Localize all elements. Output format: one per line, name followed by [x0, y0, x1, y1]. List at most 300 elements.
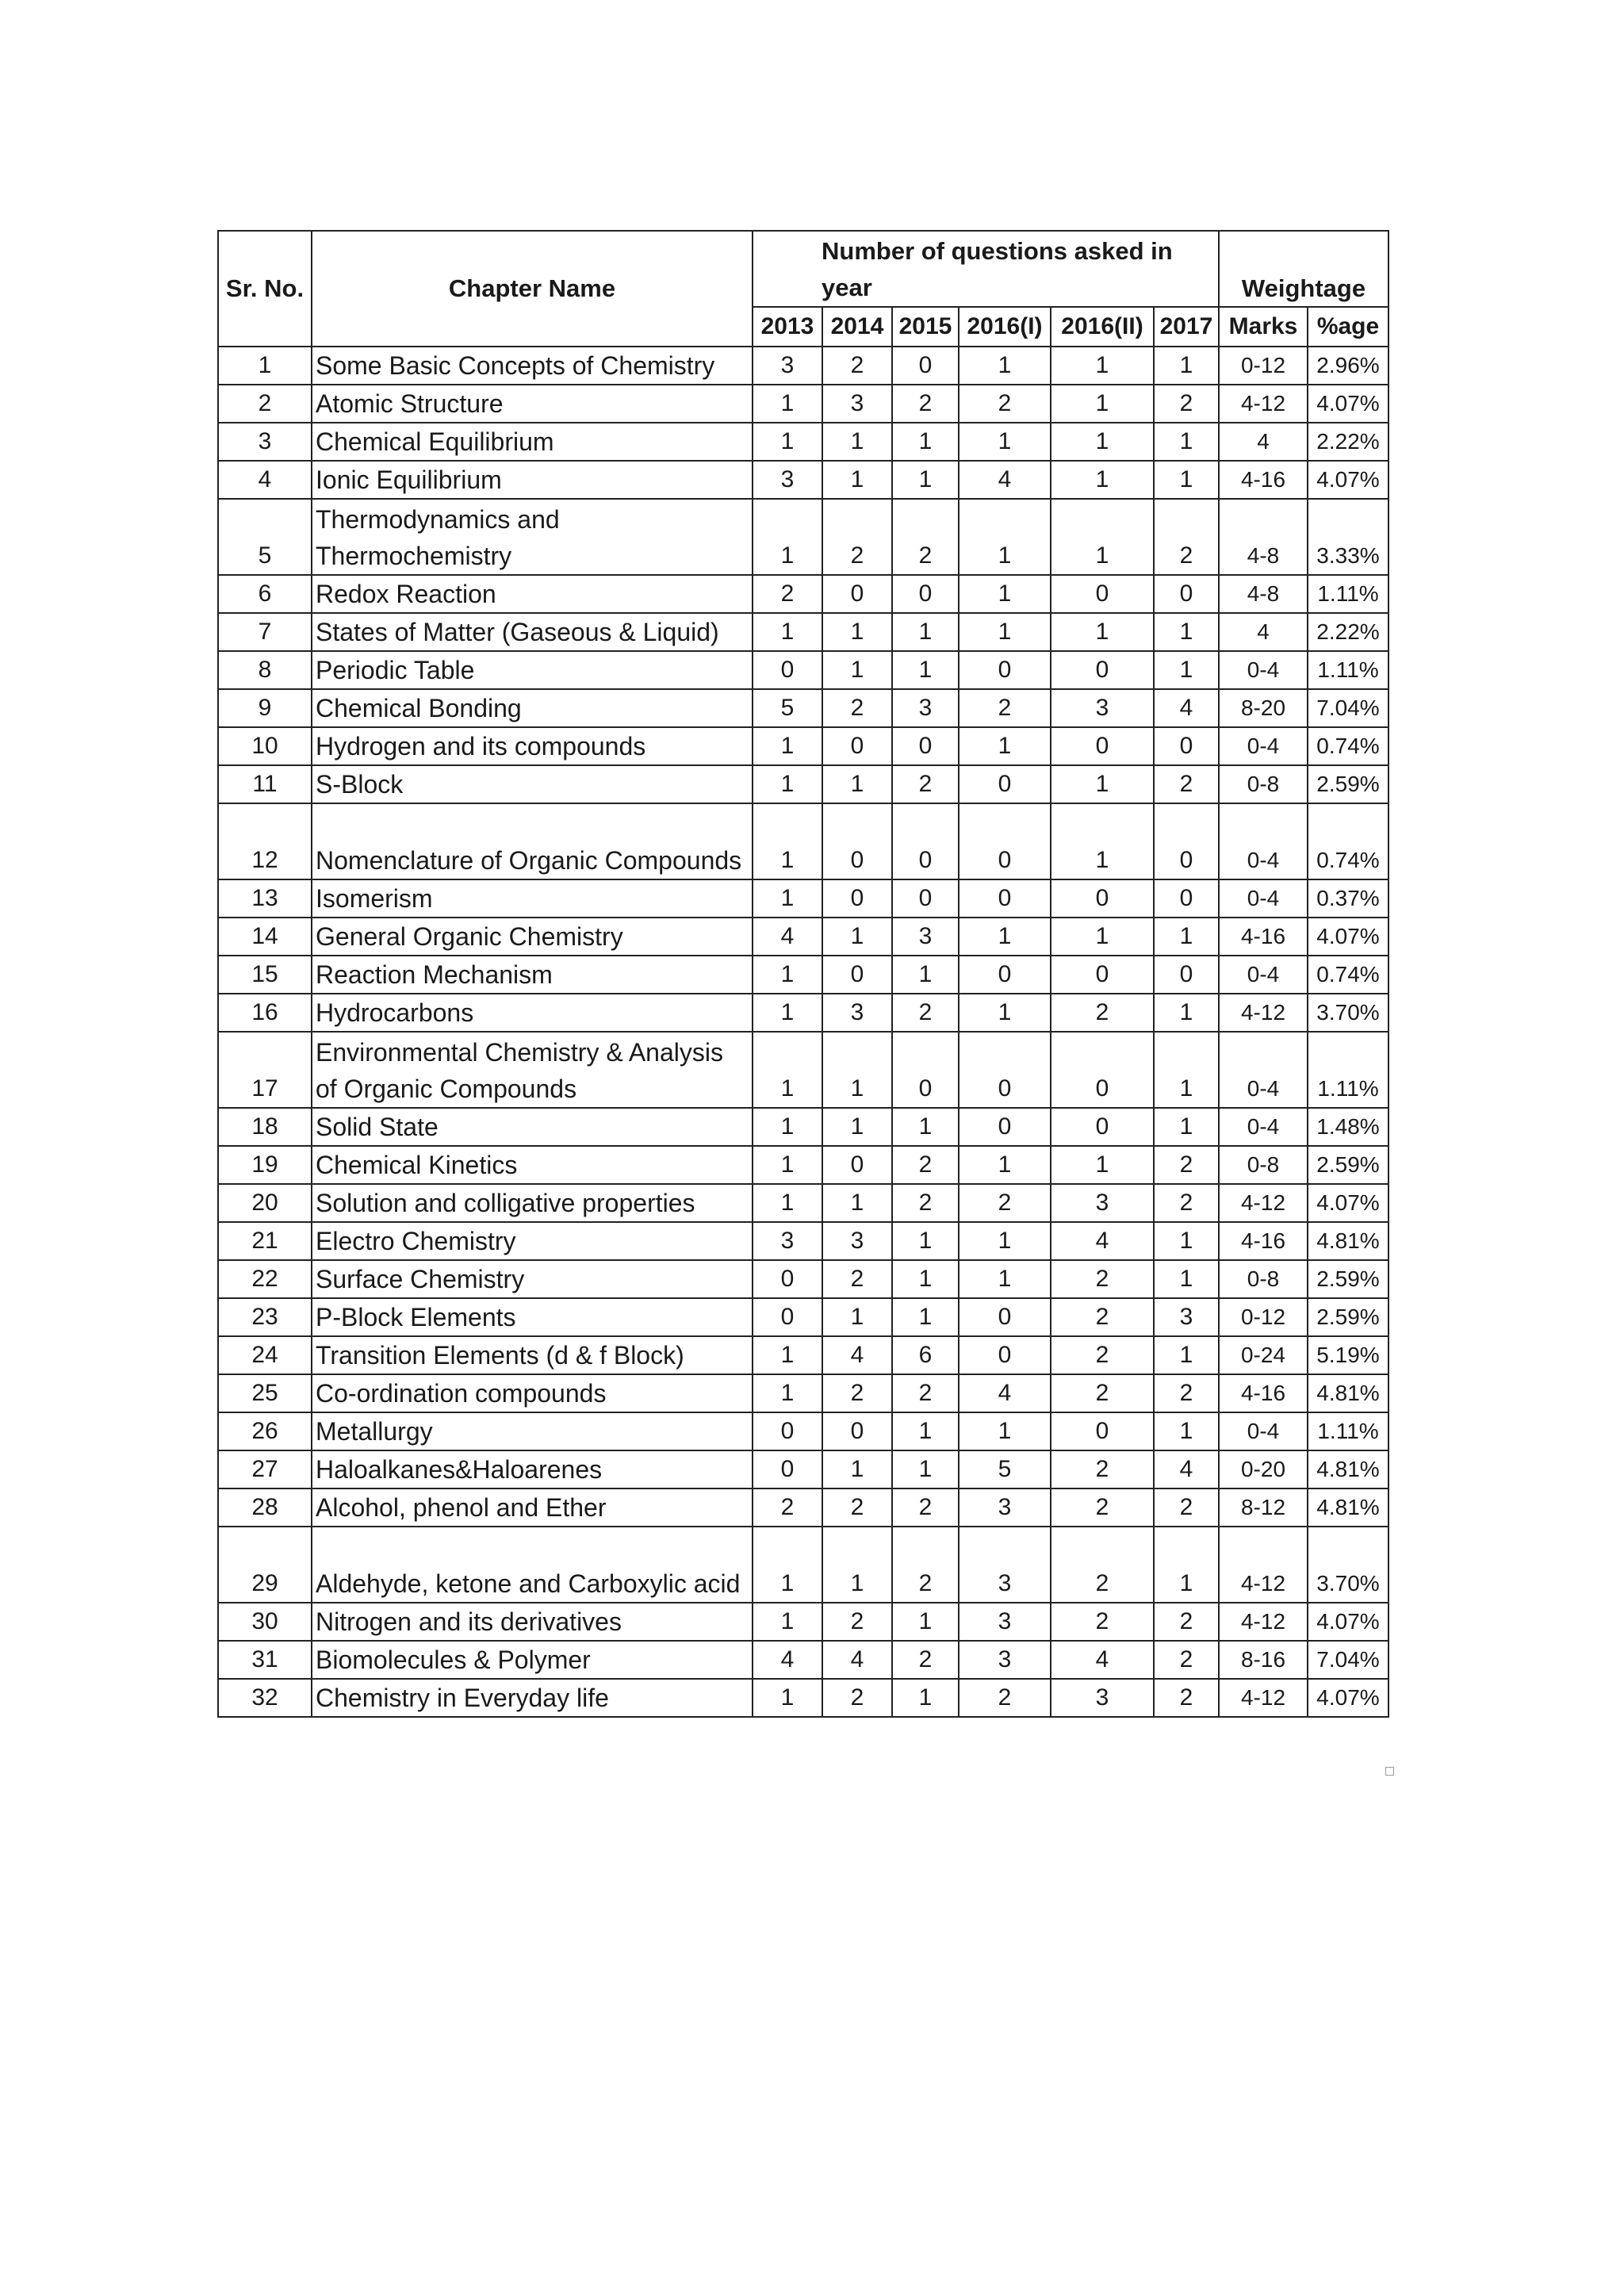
- question-count-cell: 1: [892, 956, 959, 994]
- percentage-cell: 2.59%: [1308, 765, 1388, 803]
- question-count-cell: 1: [1154, 1260, 1219, 1298]
- chapter-weightage-table: [217, 230, 1389, 1718]
- question-count-cell: 0: [1051, 1032, 1154, 1108]
- marks-cell: 4-16: [1219, 461, 1308, 499]
- marks-cell: 4-12: [1219, 1527, 1308, 1603]
- question-count-cell: 2: [1154, 1146, 1219, 1184]
- question-count-cell: 2: [822, 1260, 892, 1298]
- sr-no-cell: 20: [218, 1184, 312, 1222]
- chapter-name-cell: Reaction Mechanism: [312, 956, 753, 994]
- header-weightage-group: Weightage: [1219, 231, 1388, 307]
- chapter-name-cell: Atomic Structure: [312, 385, 753, 423]
- question-count-cell: 2: [1051, 1260, 1154, 1298]
- table-row: [218, 956, 1388, 994]
- chapter-name-cell: Environmental Chemistry & Analysis of Organic Compounds: [312, 1032, 753, 1108]
- sr-no-cell: 28: [218, 1488, 312, 1527]
- percentage-cell: 0.74%: [1308, 956, 1388, 994]
- percentage-cell: 1.11%: [1308, 651, 1388, 689]
- sr-no-cell: 31: [218, 1641, 312, 1679]
- table-row: [218, 994, 1388, 1032]
- question-count-cell: 1: [753, 1336, 822, 1374]
- table-row: [218, 423, 1388, 461]
- table-row: [218, 1260, 1388, 1298]
- chapter-name-cell: Chemical Kinetics: [312, 1146, 753, 1184]
- question-count-cell: 1: [892, 1450, 959, 1488]
- question-count-cell: 1: [959, 575, 1051, 613]
- question-count-cell: 3: [753, 347, 822, 385]
- marks-cell: 4-12: [1219, 1679, 1308, 1717]
- question-count-cell: 0: [892, 575, 959, 613]
- question-count-cell: 0: [959, 1336, 1051, 1374]
- question-count-cell: 0: [1051, 1412, 1154, 1450]
- chapter-name-cell: Solid State: [312, 1108, 753, 1146]
- percentage-cell: 4.81%: [1308, 1450, 1388, 1488]
- sr-no-cell: 6: [218, 575, 312, 613]
- question-count-cell: 1: [959, 1412, 1051, 1450]
- question-count-cell: 1: [1154, 651, 1219, 689]
- question-count-cell: 2: [1154, 1679, 1219, 1717]
- percentage-cell: 4.07%: [1308, 1679, 1388, 1717]
- question-count-cell: 2: [892, 1488, 959, 1527]
- header-year-2015: 2015: [892, 307, 959, 347]
- question-count-cell: 1: [1051, 347, 1154, 385]
- question-count-cell: 1: [892, 1679, 959, 1717]
- header-year-2013: 2013: [753, 307, 822, 347]
- question-count-cell: 2: [892, 1184, 959, 1222]
- percentage-cell: 2.59%: [1308, 1260, 1388, 1298]
- percentage-cell: 2.22%: [1308, 423, 1388, 461]
- chapter-name-cell: Alcohol, phenol and Ether: [312, 1488, 753, 1527]
- header-sr-no: Sr. No.: [218, 231, 312, 347]
- question-count-cell: 0: [822, 575, 892, 613]
- sr-no-cell: 5: [218, 499, 312, 575]
- question-count-cell: 3: [822, 994, 892, 1032]
- question-count-cell: 1: [753, 423, 822, 461]
- question-count-cell: 3: [1051, 1679, 1154, 1717]
- question-count-cell: 1: [753, 1603, 822, 1641]
- question-count-cell: 3: [1051, 689, 1154, 727]
- percentage-cell: 1.48%: [1308, 1108, 1388, 1146]
- chapter-name-cell: Chemical Bonding: [312, 689, 753, 727]
- chapter-name-cell: Nitrogen and its derivatives: [312, 1603, 753, 1641]
- question-count-cell: 0: [1051, 727, 1154, 765]
- question-count-cell: 0: [822, 727, 892, 765]
- question-count-cell: 1: [959, 347, 1051, 385]
- chapter-name-cell: Surface Chemistry: [312, 1260, 753, 1298]
- sr-no-cell: 4: [218, 461, 312, 499]
- question-count-cell: 1: [959, 1260, 1051, 1298]
- question-count-cell: 2: [959, 689, 1051, 727]
- question-count-cell: 0: [753, 1412, 822, 1450]
- question-count-cell: 0: [892, 879, 959, 918]
- question-count-cell: 0: [1154, 956, 1219, 994]
- marks-cell: 0-4: [1219, 1108, 1308, 1146]
- question-count-cell: 1: [1051, 613, 1154, 651]
- question-count-cell: 2: [959, 1679, 1051, 1717]
- question-count-cell: 0: [892, 347, 959, 385]
- chapter-name-cell: Aldehyde, ketone and Carboxylic acid: [312, 1527, 753, 1603]
- question-count-cell: 2: [1154, 1603, 1219, 1641]
- question-count-cell: 0: [1051, 879, 1154, 918]
- sr-no-cell: 19: [218, 1146, 312, 1184]
- question-count-cell: 6: [892, 1336, 959, 1374]
- sr-no-cell: 16: [218, 994, 312, 1032]
- question-count-cell: 1: [892, 423, 959, 461]
- marks-cell: 0-4: [1219, 1032, 1308, 1108]
- question-count-cell: 1: [1154, 918, 1219, 956]
- question-count-cell: 4: [959, 461, 1051, 499]
- question-count-cell: 5: [959, 1450, 1051, 1488]
- percentage-cell: 2.96%: [1308, 347, 1388, 385]
- marks-cell: 4-12: [1219, 1603, 1308, 1641]
- question-count-cell: 2: [1051, 1527, 1154, 1603]
- question-count-cell: 2: [1154, 1374, 1219, 1412]
- question-count-cell: 0: [959, 879, 1051, 918]
- marks-cell: 8-16: [1219, 1641, 1308, 1679]
- question-count-cell: 1: [1051, 918, 1154, 956]
- question-count-cell: 1: [959, 1146, 1051, 1184]
- chapter-name-cell: Co-ordination compounds: [312, 1374, 753, 1412]
- question-count-cell: 1: [753, 1146, 822, 1184]
- question-count-cell: 4: [753, 918, 822, 956]
- table-header: [218, 231, 1388, 347]
- question-count-cell: 4: [753, 1641, 822, 1679]
- marks-cell: 0-8: [1219, 1146, 1308, 1184]
- question-count-cell: 3: [753, 461, 822, 499]
- chapter-name-cell: Periodic Table: [312, 651, 753, 689]
- sr-no-cell: 27: [218, 1450, 312, 1488]
- percentage-cell: 4.81%: [1308, 1374, 1388, 1412]
- table-row: [218, 1184, 1388, 1222]
- question-count-cell: 2: [822, 499, 892, 575]
- question-count-cell: 2: [892, 765, 959, 803]
- percentage-cell: 4.07%: [1308, 385, 1388, 423]
- question-count-cell: 1: [753, 1184, 822, 1222]
- table-row: [218, 1032, 1388, 1108]
- question-count-cell: 1: [892, 461, 959, 499]
- question-count-cell: 0: [892, 803, 959, 879]
- question-count-cell: 1: [959, 423, 1051, 461]
- table-row: [218, 385, 1388, 423]
- question-count-cell: 1: [822, 651, 892, 689]
- question-count-cell: 1: [753, 1679, 822, 1717]
- marks-cell: 4-16: [1219, 1374, 1308, 1412]
- question-count-cell: 0: [822, 879, 892, 918]
- table-row: [218, 1298, 1388, 1336]
- marks-cell: 0-4: [1219, 1412, 1308, 1450]
- percentage-cell: 0.74%: [1308, 803, 1388, 879]
- percentage-cell: 7.04%: [1308, 1641, 1388, 1679]
- percentage-cell: 3.33%: [1308, 499, 1388, 575]
- question-count-cell: 2: [822, 1374, 892, 1412]
- sr-no-cell: 15: [218, 956, 312, 994]
- chapter-name-cell: Thermodynamics and Thermochemistry: [312, 499, 753, 575]
- marks-cell: 4-12: [1219, 385, 1308, 423]
- question-count-cell: 1: [1154, 347, 1219, 385]
- percentage-cell: 0.74%: [1308, 727, 1388, 765]
- question-count-cell: 2: [892, 1374, 959, 1412]
- chapter-name-cell: Haloalkanes&Haloarenes: [312, 1450, 753, 1488]
- sr-no-cell: 17: [218, 1032, 312, 1108]
- table-row: [218, 1488, 1388, 1527]
- question-count-cell: 3: [753, 1222, 822, 1260]
- marks-cell: 0-12: [1219, 1298, 1308, 1336]
- table-row: [218, 1527, 1388, 1603]
- question-count-cell: 1: [822, 918, 892, 956]
- question-count-cell: 4: [1154, 689, 1219, 727]
- question-count-cell: 3: [822, 385, 892, 423]
- marks-cell: 0-4: [1219, 879, 1308, 918]
- question-count-cell: 1: [1154, 994, 1219, 1032]
- marks-cell: 0-8: [1219, 765, 1308, 803]
- marks-cell: 0-20: [1219, 1450, 1308, 1488]
- percentage-cell: 3.70%: [1308, 1527, 1388, 1603]
- question-count-cell: 2: [1051, 1336, 1154, 1374]
- question-count-cell: 2: [822, 1679, 892, 1717]
- chapter-name-cell: Ionic Equilibrium: [312, 461, 753, 499]
- header-marks: Marks: [1219, 307, 1308, 347]
- chapter-name-cell: Some Basic Concepts of Chemistry: [312, 347, 753, 385]
- sr-no-cell: 24: [218, 1336, 312, 1374]
- question-count-cell: 0: [1051, 956, 1154, 994]
- question-count-cell: 4: [1051, 1222, 1154, 1260]
- question-count-cell: 1: [959, 918, 1051, 956]
- sr-no-cell: 13: [218, 879, 312, 918]
- marks-cell: 0-12: [1219, 347, 1308, 385]
- percentage-cell: 4.07%: [1308, 1184, 1388, 1222]
- question-count-cell: 3: [959, 1527, 1051, 1603]
- question-count-cell: 2: [959, 385, 1051, 423]
- question-count-cell: 0: [959, 651, 1051, 689]
- table-row: [218, 1222, 1388, 1260]
- question-count-cell: 3: [959, 1603, 1051, 1641]
- marks-cell: 4-8: [1219, 499, 1308, 575]
- question-count-cell: 0: [959, 1032, 1051, 1108]
- question-count-cell: 2: [1154, 765, 1219, 803]
- question-count-cell: 0: [1051, 1108, 1154, 1146]
- question-count-cell: 1: [1051, 461, 1154, 499]
- sr-no-cell: 14: [218, 918, 312, 956]
- question-count-cell: 4: [1154, 1450, 1219, 1488]
- question-count-cell: 1: [753, 499, 822, 575]
- header-percentage: %age: [1308, 307, 1388, 347]
- chapter-name-cell: Solution and colligative properties: [312, 1184, 753, 1222]
- question-count-cell: 1: [822, 1527, 892, 1603]
- question-count-cell: 0: [1051, 651, 1154, 689]
- question-count-cell: 0: [959, 803, 1051, 879]
- question-count-cell: 1: [1154, 1336, 1219, 1374]
- sr-no-cell: 3: [218, 423, 312, 461]
- sr-no-cell: 29: [218, 1527, 312, 1603]
- sr-no-cell: 18: [218, 1108, 312, 1146]
- resize-handle: [1385, 1767, 1394, 1776]
- percentage-cell: 5.19%: [1308, 1336, 1388, 1374]
- table-row: [218, 499, 1388, 575]
- question-count-cell: 3: [822, 1222, 892, 1260]
- marks-cell: 4-16: [1219, 918, 1308, 956]
- chapter-name-cell: S-Block: [312, 765, 753, 803]
- marks-cell: 0-4: [1219, 803, 1308, 879]
- chapter-name-cell: Isomerism: [312, 879, 753, 918]
- question-count-cell: 0: [753, 1450, 822, 1488]
- question-count-cell: 1: [892, 1298, 959, 1336]
- sr-no-cell: 7: [218, 613, 312, 651]
- question-count-cell: 1: [753, 879, 822, 918]
- question-count-cell: 2: [892, 1641, 959, 1679]
- question-count-cell: 1: [1154, 1527, 1219, 1603]
- sr-no-cell: 11: [218, 765, 312, 803]
- question-count-cell: 1: [1154, 1032, 1219, 1108]
- question-count-cell: 0: [892, 727, 959, 765]
- question-count-cell: 1: [892, 1603, 959, 1641]
- percentage-cell: 0.37%: [1308, 879, 1388, 918]
- table-row: [218, 651, 1388, 689]
- question-count-cell: 1: [1051, 499, 1154, 575]
- question-count-cell: 2: [753, 575, 822, 613]
- chapter-name-cell: Biomolecules & Polymer: [312, 1641, 753, 1679]
- question-count-cell: 0: [822, 1146, 892, 1184]
- question-count-cell: 1: [753, 1374, 822, 1412]
- table-body: [218, 347, 1388, 1717]
- question-count-cell: 2: [1051, 1374, 1154, 1412]
- question-count-cell: 3: [1051, 1184, 1154, 1222]
- question-count-cell: 1: [753, 994, 822, 1032]
- sr-no-cell: 21: [218, 1222, 312, 1260]
- table-row: [218, 803, 1388, 879]
- question-count-cell: 1: [892, 1260, 959, 1298]
- question-count-cell: 1: [959, 727, 1051, 765]
- question-count-cell: 0: [959, 1298, 1051, 1336]
- question-count-cell: 1: [753, 1032, 822, 1108]
- marks-cell: 0-8: [1219, 1260, 1308, 1298]
- question-count-cell: 1: [822, 1298, 892, 1336]
- question-count-cell: 2: [1051, 1450, 1154, 1488]
- table-row: [218, 613, 1388, 651]
- question-count-cell: 2: [892, 994, 959, 1032]
- marks-cell: 4-8: [1219, 575, 1308, 613]
- table-row: [218, 347, 1388, 385]
- percentage-cell: 3.70%: [1308, 994, 1388, 1032]
- question-count-cell: 1: [1154, 613, 1219, 651]
- marks-cell: 4-12: [1219, 1184, 1308, 1222]
- question-count-cell: 1: [892, 1222, 959, 1260]
- marks-cell: 4-16: [1219, 1222, 1308, 1260]
- question-count-cell: 1: [753, 613, 822, 651]
- table-row: [218, 1108, 1388, 1146]
- header-year-2016-i: 2016(I): [959, 307, 1051, 347]
- question-count-cell: 3: [892, 689, 959, 727]
- question-count-cell: 3: [959, 1488, 1051, 1527]
- question-count-cell: 1: [753, 765, 822, 803]
- percentage-cell: 1.11%: [1308, 575, 1388, 613]
- question-count-cell: 2: [1154, 1488, 1219, 1527]
- question-count-cell: 2: [1051, 994, 1154, 1032]
- question-count-cell: 1: [1051, 385, 1154, 423]
- table-row: [218, 765, 1388, 803]
- question-count-cell: 3: [959, 1641, 1051, 1679]
- sr-no-cell: 12: [218, 803, 312, 879]
- header-questions-group: Number of questions asked in year: [753, 231, 1219, 307]
- question-count-cell: 2: [1051, 1603, 1154, 1641]
- table-row: [218, 461, 1388, 499]
- chapter-name-cell: Chemical Equilibrium: [312, 423, 753, 461]
- question-count-cell: 1: [892, 1108, 959, 1146]
- question-count-cell: 1: [753, 803, 822, 879]
- percentage-cell: 4.07%: [1308, 461, 1388, 499]
- percentage-cell: 4.81%: [1308, 1222, 1388, 1260]
- question-count-cell: 3: [1154, 1298, 1219, 1336]
- question-count-cell: 0: [753, 651, 822, 689]
- chapter-name-cell: Hydrogen and its compounds: [312, 727, 753, 765]
- question-count-cell: 0: [959, 956, 1051, 994]
- question-count-cell: 0: [1154, 575, 1219, 613]
- percentage-cell: 7.04%: [1308, 689, 1388, 727]
- marks-cell: 8-12: [1219, 1488, 1308, 1527]
- sr-no-cell: 22: [218, 1260, 312, 1298]
- sr-no-cell: 2: [218, 385, 312, 423]
- question-count-cell: 1: [822, 461, 892, 499]
- question-count-cell: 1: [753, 385, 822, 423]
- sr-no-cell: 23: [218, 1298, 312, 1336]
- question-count-cell: 2: [822, 1488, 892, 1527]
- question-count-cell: 2: [822, 347, 892, 385]
- percentage-cell: 1.11%: [1308, 1412, 1388, 1450]
- question-count-cell: 1: [959, 1222, 1051, 1260]
- chapter-name-cell: States of Matter (Gaseous & Liquid): [312, 613, 753, 651]
- question-count-cell: 1: [959, 994, 1051, 1032]
- question-count-cell: 0: [753, 1298, 822, 1336]
- sr-no-cell: 10: [218, 727, 312, 765]
- question-count-cell: 4: [1051, 1641, 1154, 1679]
- question-count-cell: 2: [1051, 1298, 1154, 1336]
- question-count-cell: 1: [892, 613, 959, 651]
- header-year-2016-ii: 2016(II): [1051, 307, 1154, 347]
- question-count-cell: 0: [753, 1260, 822, 1298]
- chapter-name-cell: Metallurgy: [312, 1412, 753, 1450]
- question-count-cell: 1: [1154, 423, 1219, 461]
- chapter-name-cell: P-Block Elements: [312, 1298, 753, 1336]
- question-count-cell: 4: [959, 1374, 1051, 1412]
- question-count-cell: 3: [892, 918, 959, 956]
- question-count-cell: 1: [753, 1527, 822, 1603]
- percentage-cell: 4.07%: [1308, 1603, 1388, 1641]
- percentage-cell: 2.59%: [1308, 1146, 1388, 1184]
- table-row: [218, 1146, 1388, 1184]
- table-row: [218, 689, 1388, 727]
- question-count-cell: 1: [753, 956, 822, 994]
- question-count-cell: 5: [753, 689, 822, 727]
- question-count-cell: 1: [959, 499, 1051, 575]
- chapter-name-cell: General Organic Chemistry: [312, 918, 753, 956]
- question-count-cell: 1: [892, 651, 959, 689]
- question-count-cell: 1: [822, 1184, 892, 1222]
- question-count-cell: 4: [822, 1641, 892, 1679]
- table-row: [218, 1336, 1388, 1374]
- question-count-cell: 2: [822, 1603, 892, 1641]
- marks-cell: 4: [1219, 613, 1308, 651]
- question-count-cell: 2: [1154, 1641, 1219, 1679]
- question-count-cell: 1: [1051, 765, 1154, 803]
- question-count-cell: 4: [822, 1336, 892, 1374]
- table-row: [218, 1450, 1388, 1488]
- question-count-cell: 1: [753, 1108, 822, 1146]
- question-count-cell: 1: [1051, 1146, 1154, 1184]
- table-row: [218, 1412, 1388, 1450]
- question-count-cell: 1: [822, 423, 892, 461]
- table-row: [218, 1374, 1388, 1412]
- marks-cell: 4-12: [1219, 994, 1308, 1032]
- chapter-name-cell: Hydrocarbons: [312, 994, 753, 1032]
